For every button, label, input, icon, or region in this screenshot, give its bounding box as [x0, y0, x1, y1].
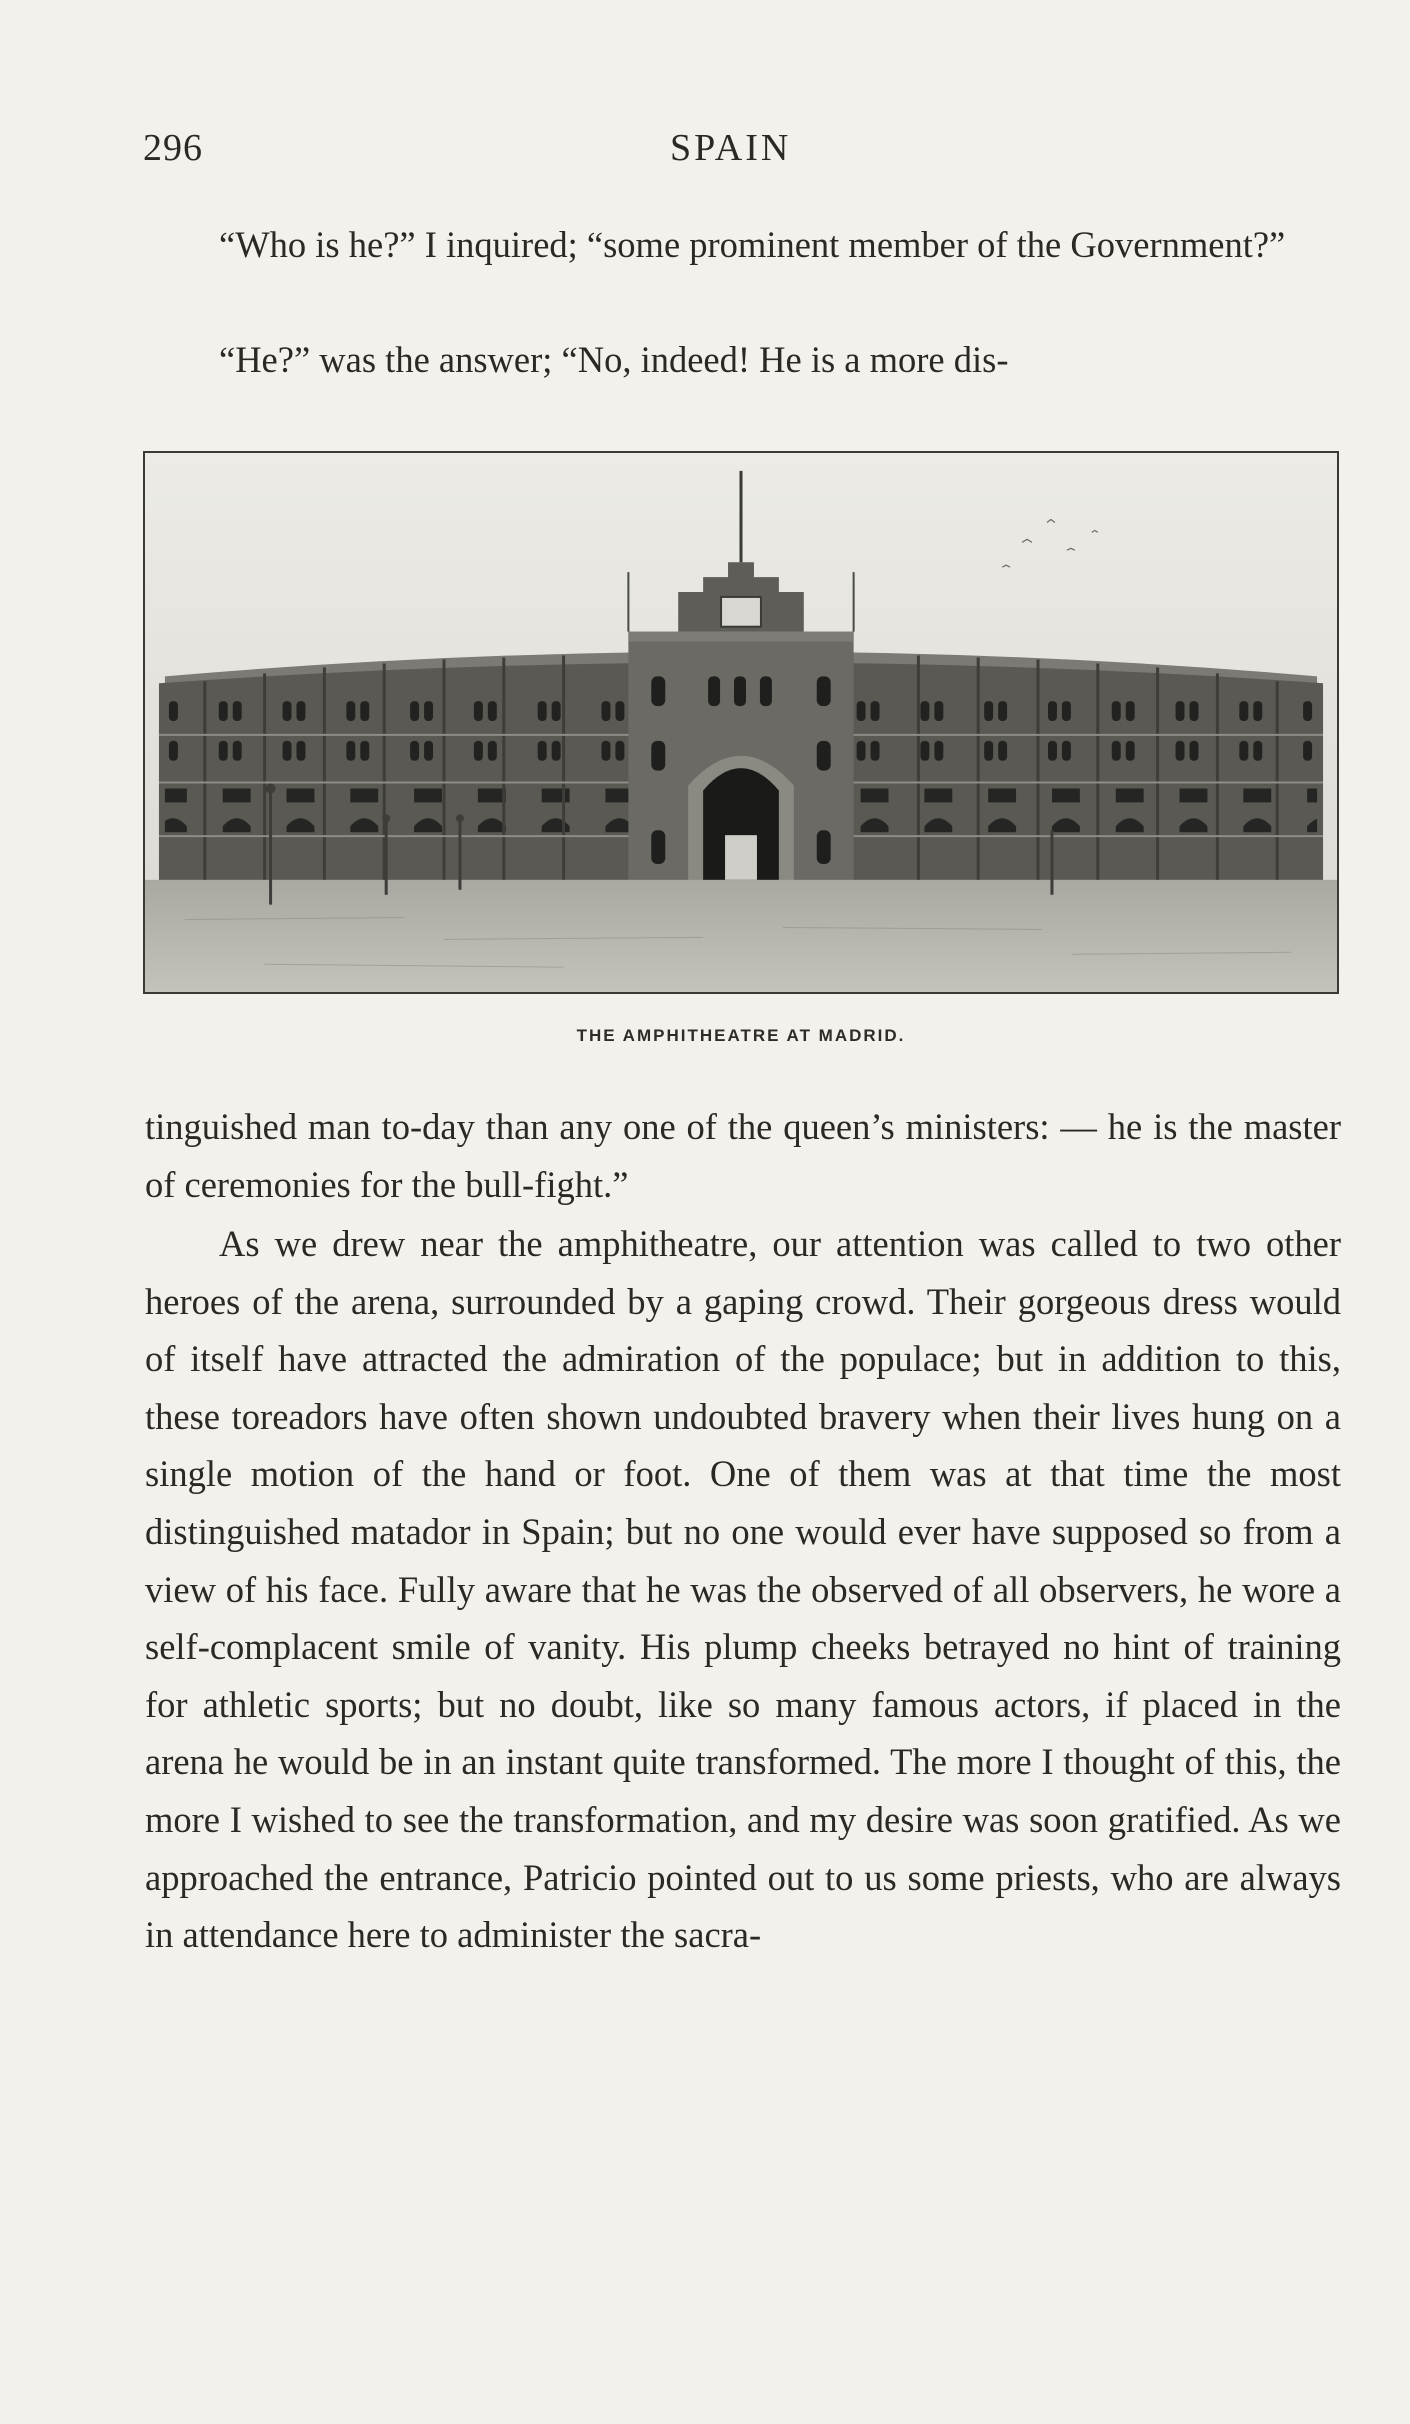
- body-paragraph: “Who is he?” I inquired; “some prominent member of the Government?”: [219, 224, 1286, 265]
- body-paragraph: As we drew near the amphitheatre, our attention was called to two other heroes of the arena, surrounded by a gaping crowd. Their gorgeous dress would of itself have attracted the admiration of the populace; but in addition to this, these toreadors have often shown undoubted bravery when their lives hung on a single motion of the hand or foot. One of them was at that time the most distinguished matador in Spain; but no one would ever have supposed so from a view of his face. Fully aware that he was the observed of all observers, he wore a self-complacent smile of vanity. His plump cheeks betrayed no hint of training for athletic sports; but no doubt, like so many famous actors, if placed in the arena he would be in an instant quite transformed. The more I thought of this, the more I wished to see the transformation, and my desire was soon gratified. As we approached the entrance, Patricio pointed out to us some priests, who are always in attendance here to administer the sacra-: [145, 1223, 1341, 1956]
- figure-caption: THE AMPHITHEATRE AT MADRID.: [576, 1026, 906, 1045]
- amphitheatre-illustration: [145, 453, 1337, 992]
- body-paragraph: tinguished man to-day than any one of the queen’s ministers: — he is the master of ceremonies for the bull-fight.”: [145, 1106, 1341, 1205]
- body-paragraph: “He?” was the answer; “No, indeed! He is a more dis-: [219, 339, 1009, 380]
- running-head: SPAIN: [670, 127, 792, 169]
- amphitheatre-photograph: [143, 451, 1339, 994]
- page-number: 296: [143, 127, 203, 169]
- ground: [145, 880, 1337, 992]
- page-header: [143, 126, 1343, 182]
